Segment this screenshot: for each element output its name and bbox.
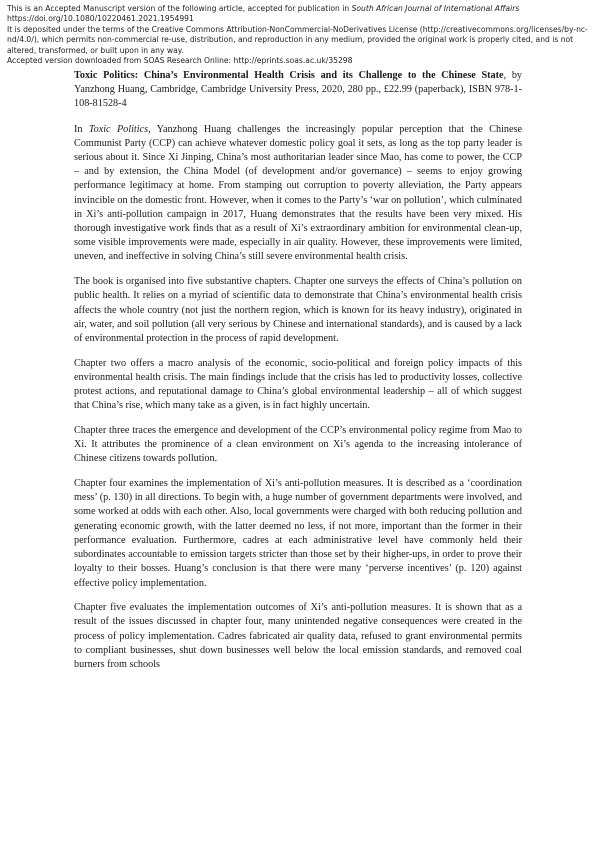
accepted-manuscript-line — [7, 4, 591, 14]
repository-header — [7, 4, 591, 66]
paragraph-book-structure: The book is organised into five substantive chapters. Chapter one surveys the effects of China’s pollution on public health. It relies on a myriad of scientific data to demonstrate that China’s environmental health crisis affects the whole country (not just the northern region, which is known for its heavy industry), originated in air, water, and soil pollution (all very serious by Chinese and international standards), and is caused by a lack of environmental protection in the process of rapid development. — [74, 276, 522, 344]
publication-details: , by Yanzhong Huang, Cambridge, Cambridge University Press, 2020, 280 pp., £22.99 (paperback), ISBN 978-1-108-81528-4 — [74, 70, 523, 110]
p1-body: , Yanzhong Huang challenges the increasingly popular perception that the Chinese Communist Party (CCP) can achieve whatever domestic policy goal it sets, as long as the top party leader is serious about it. Since Xi Jinping, China’s most authoritarian leader since Mao, has come to power, the CCP – and by extension, the China Model (of development and/or governance) – seems to enjoy growing performance legitimacy at home. From stamping out corruption to poverty alleviation, the Party appears invincible on the domestic front. However, when it comes to the Party’s ‘war on pollution’, which culminated in Xi’s anti-pollution campaign in 2017, Huang demonstrates that the results have been very mixed. His thorough investigative work finds that as a result of Xi’s extraordinary ambition for environmental clean-up, some visible improvements were made, especially in air quality. However, these improvements were limited, uneven, and ineffective in solving China’s still severe environmental health crisis. — [74, 123, 522, 263]
book-title: Toxic Politics: China’s Environmental Health Crisis and its Challenge to the Chinese State — [74, 70, 504, 81]
paragraph-chapter-five: Chapter five evaluates the implementation outcomes of Xi’s anti-pollution measures. It is shown that as a result of the issues discussed in chapter four, many unintended negative consequences were created in the process of policy implementation. Cadres fabricated air quality data, refused to grant environmental permits to compliant businesses, shut down businesses well below the local emission standards, and removed coal burners from schools — [74, 602, 522, 671]
paragraph-chapter-two: Chapter two offers a macro analysis of the economic, socio-political and foreign policy impacts of this environmental health crisis. The main findings include that the crisis has led to productivity losses, collective protest actions, and reputational damage to China’s global environmental leadership – all of which suggest that China’s rise, which many take as a given, is in fact highly uncertain. — [74, 357, 522, 412]
doi-link[interactable]: https://doi.org/10.1080/10220461.2021.1954991 — [7, 14, 194, 24]
paragraph-chapter-four: Chapter four examines the implementation of Xi’s anti-pollution measures. It is described as a ‘coordination mess’ (p. 130) in all directions. To begin with, a huge number of government departments were involved, and some worked at odds with each other. Also, local governments were charged with both reducing pollution and generating economic growth, with the latter deemed no less, if not more, important than the former in their performance evaluation. Furthermore, cadres at each administrative level have commonly held their subordinates accountable to emission targets stricter than those set by their higher-ups, in order to prove their loyalty to their bosses. Huang’s conclusion is that there were many ‘perverse incentives’ (p. 120) against effective policy implementation. — [74, 478, 522, 589]
license-notice: It is deposited under the terms of the Creative Commons Attribution-NonCommercial-NoDerivatives License (http://creativecommons.org/licenses/by-nc-nd/4.0/), which permits non-commercial re-use, distribution, and reproduction in any medium, provided the original work is properly cited, and is not altered, transformed, or built upon in any way. — [7, 24, 588, 55]
journal-name: South African Journal of International Affairs — [351, 4, 520, 13]
book-review — [74, 69, 522, 683]
review-heading — [74, 69, 522, 112]
p1-book-title: Toxic Politics — [88, 123, 149, 135]
download-notice: Accepted version downloaded from SOAS Research Online: http://eprints.soas.ac.uk/35298 — [7, 56, 353, 66]
accepted-manuscript-text: This is an Accepted Manuscript version of the following article, accepted for publication in — [7, 4, 352, 13]
paragraph-introduction — [74, 123, 522, 265]
paragraph-chapter-three: Chapter three traces the emergence and development of the CCP’s environmental policy regime from Mao to Xi. It attributes the prominence of a clean environment on Xi’s agenda to the increasing intolerance of Chinese citizens towards pollution. — [74, 424, 522, 465]
p1-lead: In — [74, 123, 89, 135]
